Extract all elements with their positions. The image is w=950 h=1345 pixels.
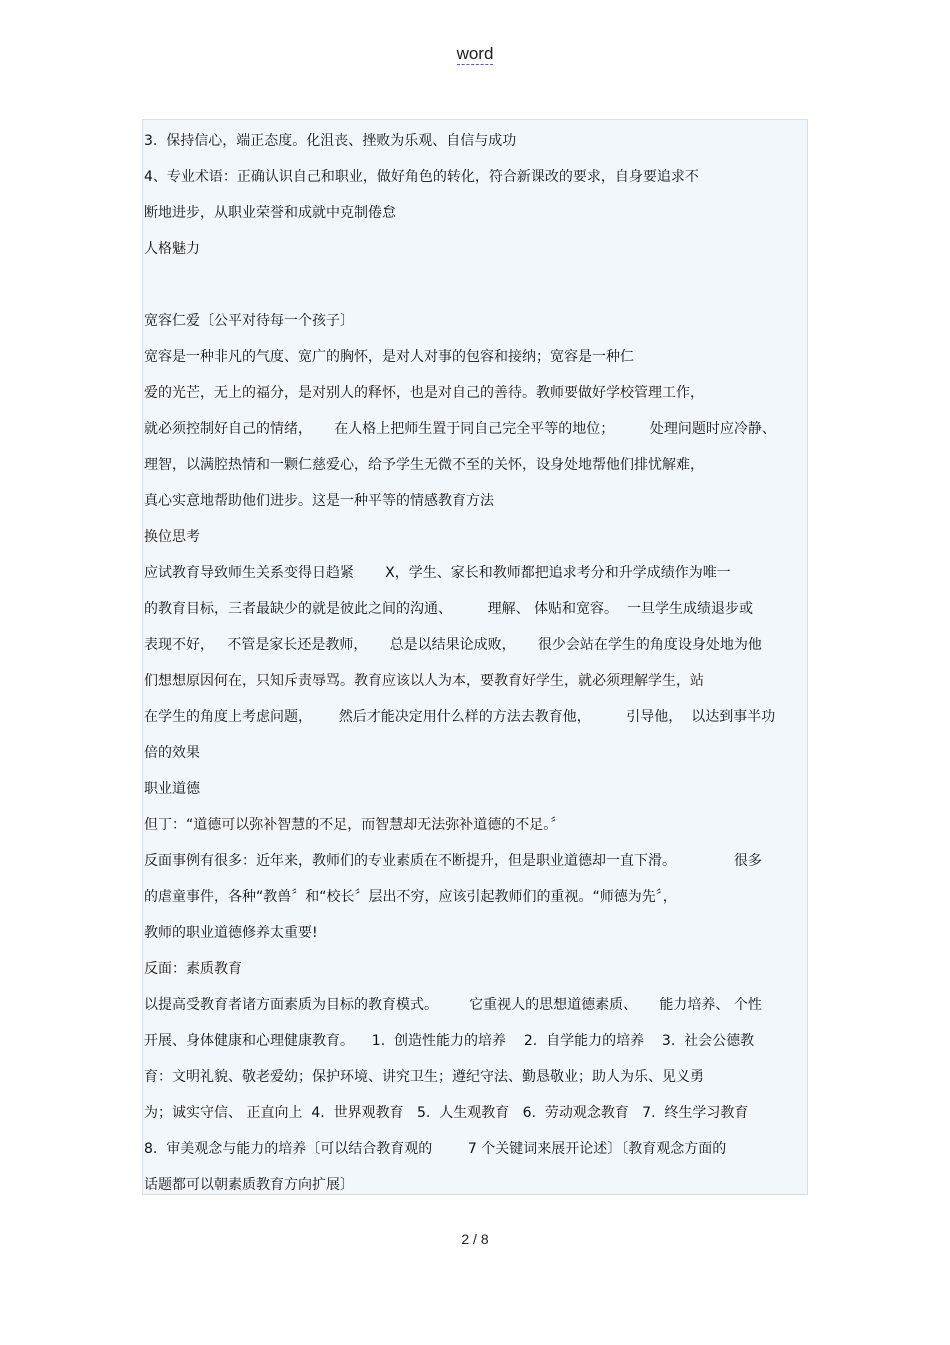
text-line: 4、专业术语：正确认识自己和职业，做好角色的转化，符合新课改的要求，自身要追求不: [144, 169, 699, 185]
page-header: [0, 44, 950, 64]
text-line: 人格魅力: [144, 241, 200, 257]
text-line: 反面：素质教育: [144, 961, 242, 977]
text-line: 爱的光芒，无上的福分，是对别人的释怀，也是对自己的善待。教师要做好学校管理工作，: [144, 385, 704, 401]
text-line: 在学生的角度上考虑问题， 然后才能决定用什么样的方法去教育他， 引导他， 以达到事半功: [144, 709, 776, 725]
text-line: 真心实意地帮助他们进步。这是一种平等的情感教育方法: [144, 493, 494, 509]
text-line: 应试教育导致师生关系变得日趋紧 X，学生、家长和教师都把追求考分和升学成绩作为唯一: [144, 565, 731, 581]
text-line: 换位思考: [144, 529, 200, 545]
text-line: 的教育目标，三者最缺少的就是彼此之间的沟通、 理解、 体贴和宽容。 一旦学生成绩退步或: [144, 601, 753, 617]
header-title: word: [456, 44, 494, 63]
text-line: 开展、身体健康和心理健康教育。 1. 创造性能力的培养 2. 自学能力的培养 3. 社会公德教: [144, 1033, 755, 1049]
text-line: 为；诚实守信、 正直向上 4. 世界观教育 5. 人生观教育 6. 劳动观念教育 7. 终生学习教育: [144, 1105, 749, 1121]
text-line: 教师的职业道德修养太重要!: [144, 925, 318, 941]
text-line: 的虐童事件，各种“教兽〞和“校长〞层出不穷，应该引起教师们的重视。“师德为先〞，: [144, 889, 677, 905]
text-line: 宽容是一种非凡的气度、宽广的胸怀，是对人对事的包容和接纳；宽容是一种仁: [144, 349, 634, 365]
text-line: 反面事例有很多：近年来，教师们的专业素质在不断提升，但是职业道德却一直下滑。 很多: [144, 853, 762, 869]
text-line: 理智，以满腔热情和一颗仁慈爱心，给予学生无微不至的关怀，设身处地帮他们排忧解难，: [144, 457, 704, 473]
text-line: 8. 审美观念与能力的培养〔可以结合教育观的 7 个关键词来展开论述〕〔教育观念方面的: [144, 1141, 727, 1157]
page-number: 2 / 8: [461, 1231, 489, 1247]
text-line: 们想想原因何在，只知斥责辱骂。教育应该以人为本，要教育好学生，就必须理解学生，站: [144, 673, 704, 689]
text-line: 话题都可以朝素质教育方向扩展〕: [144, 1177, 354, 1193]
text-line: 断地进步，从职业荣誉和成就中克制倦怠: [144, 205, 396, 221]
text-line: 就必须控制好自己的情绪， 在人格上把师生置于同自己完全平等的地位； 处理问题时应冷静、: [144, 421, 776, 437]
text-line: 职业道德: [144, 781, 200, 797]
text-line: 表现不好， 不管是家长还是教师， 总是以结果论成败， 很少会站在学生的角度设身处地为他: [144, 637, 762, 653]
text-line: 倍的效果: [144, 745, 200, 761]
text-line: 宽容仁爱〔公平对待每一个孩子〕: [144, 313, 354, 329]
text-line: 3. 保持信心，端正态度。化沮丧、挫败为乐观、自信与成功: [144, 133, 517, 149]
text-line: 育：文明礼貌、敬老爱幼；保护环境、讲究卫生；遵纪守法、勤恳敬业；助人为乐、见义勇: [144, 1069, 704, 1085]
text-line: 以提高受教育者诸方面素质为目标的教育模式。 它重视人的思想道德素质、 能力培养、 个性: [144, 997, 762, 1013]
text-line: 但丁：“道德可以弥补智慧的不足，而智慧却无法弥补道德的不足。〞: [144, 817, 565, 833]
